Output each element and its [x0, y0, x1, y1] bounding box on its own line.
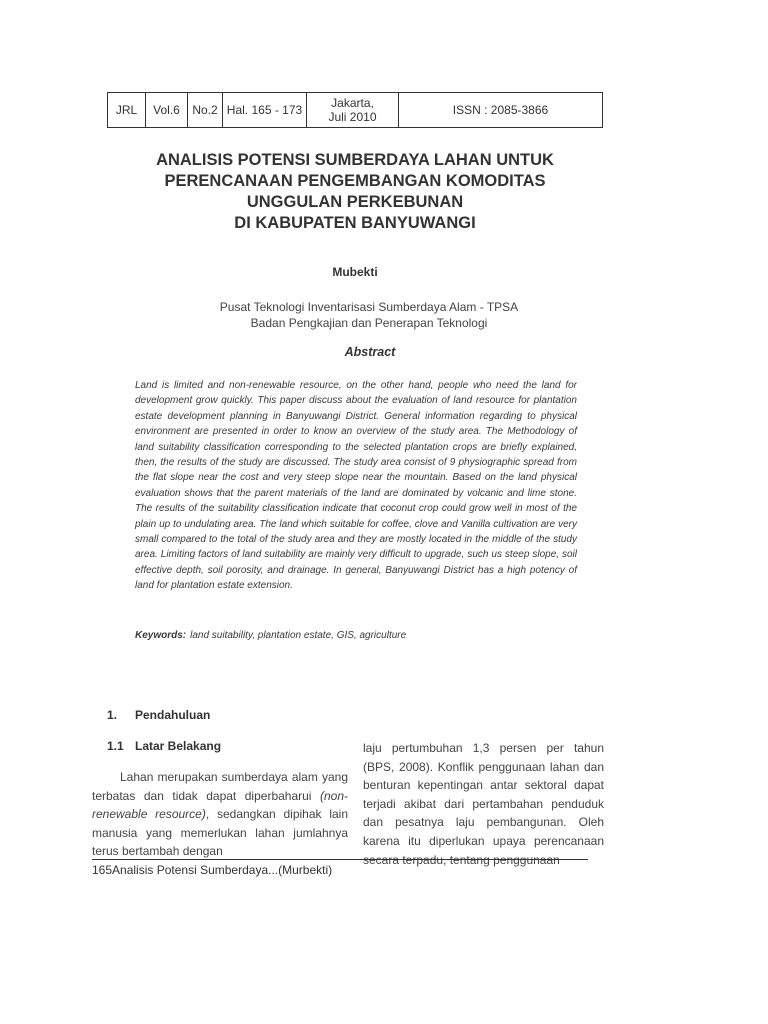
right-column: [363, 739, 604, 869]
left-column: [92, 768, 348, 861]
subsection-heading: [107, 739, 221, 753]
body-paragraph: [92, 768, 348, 861]
paper-title: [100, 150, 610, 234]
page-number: 165: [92, 863, 113, 877]
italic-term: (non-renewable resource): [92, 788, 348, 822]
keywords-label: Keywords:: [135, 630, 187, 641]
subsection-number: 1.1: [107, 739, 124, 753]
journal-header-table: [107, 92, 603, 128]
abstract-heading: Abstract: [344, 345, 396, 359]
place: Jakarta,: [331, 96, 374, 110]
title-line: DI KABUPATEN BANYUWANGI: [234, 214, 476, 232]
title-line: PERENCANAAN PENGEMBANGAN KOMODITAS: [164, 172, 546, 190]
place-date: [307, 93, 399, 127]
issn: ISSN : 2085-3866: [452, 103, 549, 117]
affiliation-line: Pusat Teknologi Inventarisasi Sumberdaya Alam - TPSA: [219, 300, 519, 314]
volume: Vol.6: [146, 93, 188, 127]
footer: [92, 863, 332, 877]
subsection-title: Latar Belakang: [135, 739, 222, 753]
section-title: Pendahuluan: [135, 708, 211, 722]
footer-rule: [92, 859, 588, 860]
running-title: Analisis Potensi Sumberdaya...(Murbekti): [112, 863, 333, 877]
keywords: [135, 630, 577, 641]
affiliation: [100, 299, 638, 331]
journal-name: JRL: [108, 93, 146, 127]
page-range: Hal. 165 - 173: [223, 93, 307, 127]
author: Mubekti: [332, 265, 378, 279]
title-line: UNGGULAN PERKEBUNAN: [246, 193, 464, 211]
keywords-text: land suitability, plantation estate, GIS, agriculture: [190, 630, 407, 641]
affiliation-line: Badan Pengkajian dan Penerapan Teknologi: [250, 316, 488, 330]
issue-number: No.2: [188, 93, 223, 127]
body-paragraph: laju pertumbuhan 1,3 persen per tahun (BPS, 2008). Konflik penggunaan lahan dan benturan kepentingan antar sektoral dapat terjadi akibat dari pertambahan penduduk dan pesatnya laju pembangunan. Oleh karena itu diperlukan upaya perencanaan secara terpadu, tentang penggunaan: [363, 741, 604, 867]
abstract-text: Land is limited and non-renewable resource, on the other hand, people who need the land for development grow quickly. This paper discuss about the evaluation of land resource for plantation estate development planning in Banyuwangi District. General information regarding to physical environment are presented in order to know an overview of the study area. The Methodology of land suitability classification corresponding to the selected plantation crops are briefly explained, then, the results of the study are discussed. The study area consist of 9 physiographic spread from the flat slope near the cost and very steep slope near the mountain. Based on the land physical evaluation shows that the parent materials of the land are dominated by volcanic and lime stone. The results of the suitability classification indicate that coconut crop could grow well in most of the plain up to undulating area. The land which suitable for coffee, clove and Vanilla cultivation are very small compared to the total of the study area and they are mostly located in the middle of the study area. Limiting factors of land suitability are mainly very difficult to upgrade, such us steep slope, soil effective depth, soil porosity, and drainage. In general, Banyuwangi District has a high potency of land for plantation estate extension.: [135, 380, 577, 592]
paragraph-text: , sedangkan dipihak lain manusia yang memerlukan lahan jumlahnya terus bertambah dengan: [92, 807, 349, 859]
paragraph-text: Lahan merupakan sumberdaya alam yang terbatas dan tidak dapat diperbaharui: [92, 770, 348, 803]
date: Juli 2010: [328, 110, 377, 124]
title-line: ANALISIS POTENSI SUMBERDAYA LAHAN UNTUK: [156, 151, 554, 169]
section-number: 1.: [107, 708, 118, 722]
section-heading: [107, 708, 210, 722]
